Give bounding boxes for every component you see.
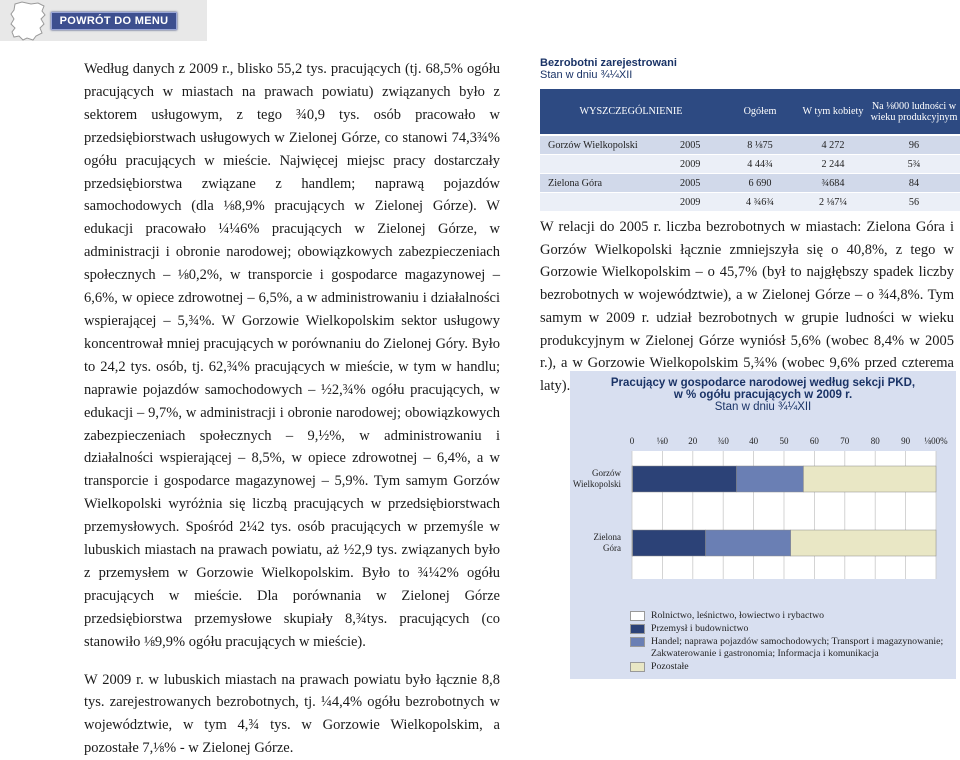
- row-per-1000: 96: [908, 139, 920, 151]
- x-tick-label: 40: [749, 436, 759, 446]
- legend-swatch: [630, 624, 645, 634]
- row-women: ¾684: [821, 177, 845, 189]
- row-year: 2005: [680, 177, 701, 189]
- legend-item: [630, 661, 956, 673]
- bar-segment: [791, 530, 936, 556]
- x-tick-label: ¾0: [717, 436, 729, 446]
- x-tick-label: 70: [840, 436, 850, 446]
- row-total: 4 44¾: [747, 158, 773, 170]
- table-caption: [540, 57, 677, 81]
- unemployment-table: [540, 89, 960, 212]
- row-women: 2 ⅛7¼: [818, 196, 847, 208]
- x-tick-label: 0: [629, 436, 635, 446]
- row-total: 6 690: [748, 177, 772, 189]
- legend-swatch: [630, 611, 645, 621]
- row-total: 4 ¾6¾: [745, 196, 774, 208]
- header-description: WYSZCZEGÓLNIENIE: [579, 106, 683, 117]
- table-row: [540, 193, 960, 212]
- bar-segment: [706, 530, 791, 556]
- legend-item: [630, 623, 956, 635]
- legend-label: Handel; naprawa pojazdów samochodowych; Transport i magazynowanie; Zakwaterowanie i gastronomia; Informacja i komunikacja: [651, 636, 944, 659]
- x-tick-label: 50: [779, 436, 789, 446]
- category-label: Gorzów Wielkopolski: [572, 468, 621, 489]
- row-per-1000: 5¾: [907, 158, 921, 170]
- row-year: 2005: [680, 139, 701, 151]
- x-tick-label: 90: [901, 436, 911, 446]
- header-total: Ogółem: [743, 106, 777, 117]
- x-tick-label: 80: [870, 436, 880, 446]
- bar-segment: [803, 466, 936, 492]
- legend-label: Pozostałe: [651, 660, 689, 672]
- legend-item: [630, 636, 956, 659]
- legend-item: [630, 610, 956, 622]
- employment-stacked-bar-chart: [570, 431, 956, 591]
- header-per-1000: Na ⅛000 ludności w wieku produkcyjnym: [870, 100, 958, 123]
- chart-legend: [630, 610, 956, 674]
- x-tick-label: ⅛0: [656, 436, 669, 446]
- x-tick-label: 60: [809, 436, 819, 446]
- x-tick-label: ⅛00%: [924, 436, 948, 446]
- chart-title-line3: Stan w dniu ¾¼XII: [714, 401, 812, 413]
- chart-title-line2: w % ogółu pracujących w 2009 r.: [673, 389, 853, 401]
- bar-segment: [737, 466, 804, 492]
- back-to-menu-button[interactable]: POWRÓT DO MENU: [51, 12, 177, 30]
- paragraph-unemployment-change: W relacji do 2005 r. liczba bezrobotnych w miastach: Zielona Góra i Gorzów Wielkopolski łącznie zmniejszyła się o 40,8%, z tego w Gorzowie Wielkopolskim – o 45,7% (był to najgłębszy spadek liczby bezrobotnych w województwie), a w Zielonej Górze – o ¾4,8%. Tym samym w 2009 r. udział bezrobotnych w grupie ludności w wieku produkcyjnym w Zielonej Górze wyniósł 5,6% (wobec 8,4% w 2005 r.), a w Gorzowie Wielkopolskim 5,¾% (wobec 9,6% przed czterema laty).: [540, 219, 954, 394]
- table-header-row: [540, 89, 960, 136]
- table-subtitle: Stan w dniu ¾¼XII: [540, 69, 633, 81]
- chart-title-line1: Pracujący w gospodarce narodowej według sekcji PKD,: [610, 377, 916, 389]
- legend-label: Rolnictwo, leśnictwo, łowiectwo i rybactwo: [651, 610, 825, 621]
- row-per-1000: 84: [908, 177, 920, 189]
- bar-segment: [633, 466, 737, 492]
- legend-label: Przemysł i budownictwo: [651, 623, 749, 635]
- legend-swatch: [630, 637, 645, 647]
- bar-segment: [633, 530, 706, 556]
- x-tick-label: 20: [688, 436, 698, 446]
- paragraph-employment: Według danych z 2009 r., blisko 55,2 tys. pracujących (tj. 68,5% ogółu pracujących w miastach na prawach powiatu) związanych było z sektorem usługowym, z tego ¾0,9 tys. osób pracowało w przedsiębiorstwach usługowych w Zielonej Górze, co stanowi 74,3¾% ogółu pracujących w mieście. Najwięcej miejsc pracy dostarczały przedsiębiorstwa związane z handlem; naprawą pojazdów samochodowych (dla ⅛8,9% pracujących w Zielonej Górze). W edukacji pracowało ¼¼6% pracujących w Zielonej Górze, w administracji i obronie narodowej; obowiązkowych zabezpieczeniach społecznych – ⅛0,2%, w transporcie i gospodarce magazynowej – 6,6%, w opiece zdrowotnej – 6,5%, a w administrowaniu i działalności wspierającej – 5,¾%. W Gorzowie Wielkopolskim sektor usługowy koncentrował mniej pracujących w porównaniu do Zielonej Góry. Było to 24,2 tys. osób, tj. 62,¾% pracujących w mieście, w tym w handlu; naprawie pojazdów samochodowych – ½2,¾% ogółu pracujących, w edukacji – 9,7%, w administracji i obronie narodowej; obowiązkowych zabezpieczeniach społecznych – 9,½%, w administrowaniu i działalności wspierającej – 8,5%, w opiece zdrowotnej – 6,4%, a w transporcie i gospodarce magazynowej – 5,9%. Tym samym Gorzów Wielkopolski wyróżnia się liczbą pracujących w przedsiębiorstwach przemysłowych. Spośród 2¼2 tys. osób pracujących w przemyśle w lubuskich miastach na prawach powiatu, aż ½2,9 tys. związanych było z przemysłem w Gorzowie Wielkopolskim. Było to ¾¼2% ogółu pracujących w mieście. Dla porównania w Zielonej Górze przedsiębiorstwa przemysłowe skupiały 8,¾tys. pracujących (co stanowiło ⅛9,9% ogółu pracujących w mieście).: [84, 61, 500, 650]
- table-row: [540, 136, 960, 155]
- left-text-column: [84, 58, 500, 760]
- top-navigation-bar: [0, 0, 207, 41]
- row-women: 2 244: [821, 158, 845, 170]
- table-row: [540, 174, 960, 193]
- header-women: W tym kobiety: [802, 106, 864, 117]
- row-year: 2009: [680, 196, 701, 208]
- row-year: 2009: [680, 158, 701, 170]
- paragraph-unemployment: W 2009 r. w lubuskich miastach na prawach powiatu było łącznie 8,8 tys. zarejestrowanych bezrobotnych, tj. ¼4,4% ogółu bezrobotnych w województwie, w tym 4,¾ tys. w Gorzowie Wielkopolskim, a pozostałe 7,⅛% - w Zielonej Górze.: [84, 671, 500, 757]
- legend-swatch: [630, 662, 645, 672]
- row-women: 4 272: [821, 139, 845, 151]
- table-row: [540, 155, 960, 174]
- row-name: Gorzów Wielkopolski: [548, 139, 638, 151]
- row-total: 8 ⅛75: [747, 139, 773, 151]
- row-per-1000: 56: [908, 196, 920, 208]
- row-name: Zielona Góra: [548, 177, 603, 189]
- lubuskie-map-icon: [6, 1, 50, 41]
- table-title: Bezrobotni zarejestrowani: [540, 57, 677, 69]
- category-label: Zielona Góra: [593, 532, 621, 553]
- chart-title: [570, 377, 956, 413]
